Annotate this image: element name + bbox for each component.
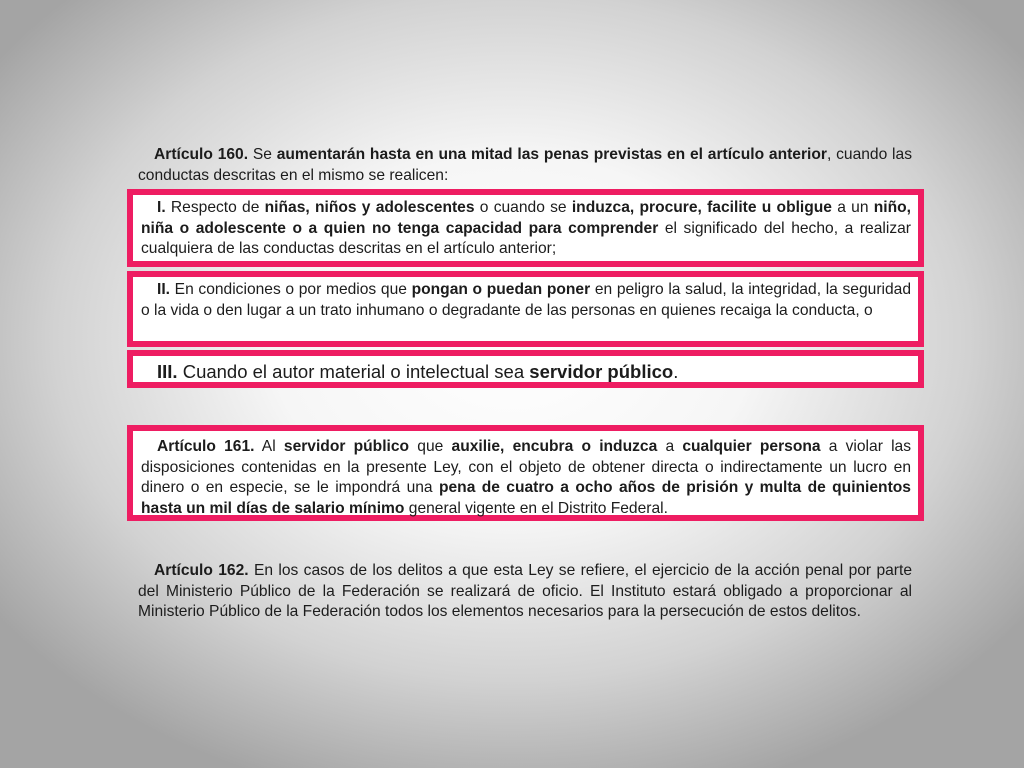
- fraction-i-paragraph: [141, 198, 911, 260]
- article-161-emphasis: servidor público: [283, 438, 410, 455]
- article-160-text: Se: [248, 146, 277, 163]
- article-161-label: Artículo 161.: [157, 438, 255, 455]
- fraction-ii-label: II.: [157, 281, 170, 298]
- article-162-text: En los casos de los delitos a que esta Ley se refiere, el ejercicio de la acción penal por parte del Ministerio Público de la Federación se realizará de oficio. El Instituto estará obligado a proporcionar al Ministerio Público de la Federación todos los elementos necesarios para la persecución de estos delitos.: [138, 562, 912, 620]
- article-160-text: , cuando las conductas descritas en el mismo se realicen:: [138, 146, 912, 184]
- fraction-i-text: a un: [831, 199, 874, 216]
- article-160-label: Artículo 160.: [154, 146, 249, 163]
- article-161-text: que: [409, 438, 452, 455]
- article-161-text: Al: [254, 438, 284, 455]
- fraction-ii-text: En condiciones o por medios que: [170, 281, 412, 298]
- article-161-emphasis: cualquier persona: [682, 438, 821, 455]
- fraction-iii-paragraph: [141, 361, 911, 383]
- article-162-paragraph: [138, 561, 912, 623]
- article-161-box: [127, 425, 924, 521]
- fraction-i-text: o cuando se: [474, 199, 572, 216]
- fraction-ii-box: [127, 271, 924, 347]
- fraction-iii-box: [127, 350, 924, 388]
- article-161-emphasis: auxilie, encubra o induzca: [451, 438, 658, 455]
- fraction-i-emphasis: niño, niña o adolescente o a quien no tenga capacidad para comprender: [141, 199, 912, 237]
- fraction-i-emphasis: niñas, niños y adolescentes: [264, 199, 475, 216]
- article-161-text: a violar las disposiciones contenidas en la presente Ley, con el objeto de obtener directa o indirectamente un lucro en dinero o en especie, se le impondrá una: [141, 438, 912, 496]
- fraction-iii-emphasis: servidor público: [529, 361, 674, 382]
- fraction-ii-text: en peligro la salud, la integridad, la seguridad o la vida o den lugar a un trato inhumano o degradante de las personas en quienes recaiga la conducta, o: [141, 281, 911, 319]
- article-160-paragraph: [138, 145, 912, 186]
- fraction-iii-label: III.: [157, 361, 178, 382]
- article-161-paragraph: [141, 437, 911, 519]
- fraction-iii-text: .: [673, 361, 679, 382]
- article-161-text: general vigente en el Distrito Federal.: [404, 499, 668, 517]
- fraction-i-label: I.: [157, 199, 166, 216]
- fraction-iii-text: Cuando el autor material o intelectual sea: [177, 361, 530, 382]
- fraction-i-text: Respecto de: [165, 199, 265, 216]
- fraction-i-emphasis: induzca, procure, facilite u obligue: [571, 199, 832, 216]
- article-160-emphasis: aumentarán hasta en una mitad las penas previstas en el artículo anterior: [276, 146, 827, 163]
- fraction-ii-emphasis: pongan o puedan poner: [411, 281, 591, 298]
- fraction-ii-paragraph: [141, 280, 911, 321]
- article-161-text: a: [657, 438, 683, 455]
- article-162-label: Artículo 162.: [154, 562, 249, 579]
- fraction-i-box: [127, 189, 924, 267]
- fraction-i-text: el significado del hecho, a realizar cualquiera de las conductas descritas en el artículo anterior;: [141, 219, 911, 257]
- article-161-emphasis: pena de cuatro a ocho años de prisión y multa de quinientos hasta un mil días de salario mínimo: [141, 479, 911, 517]
